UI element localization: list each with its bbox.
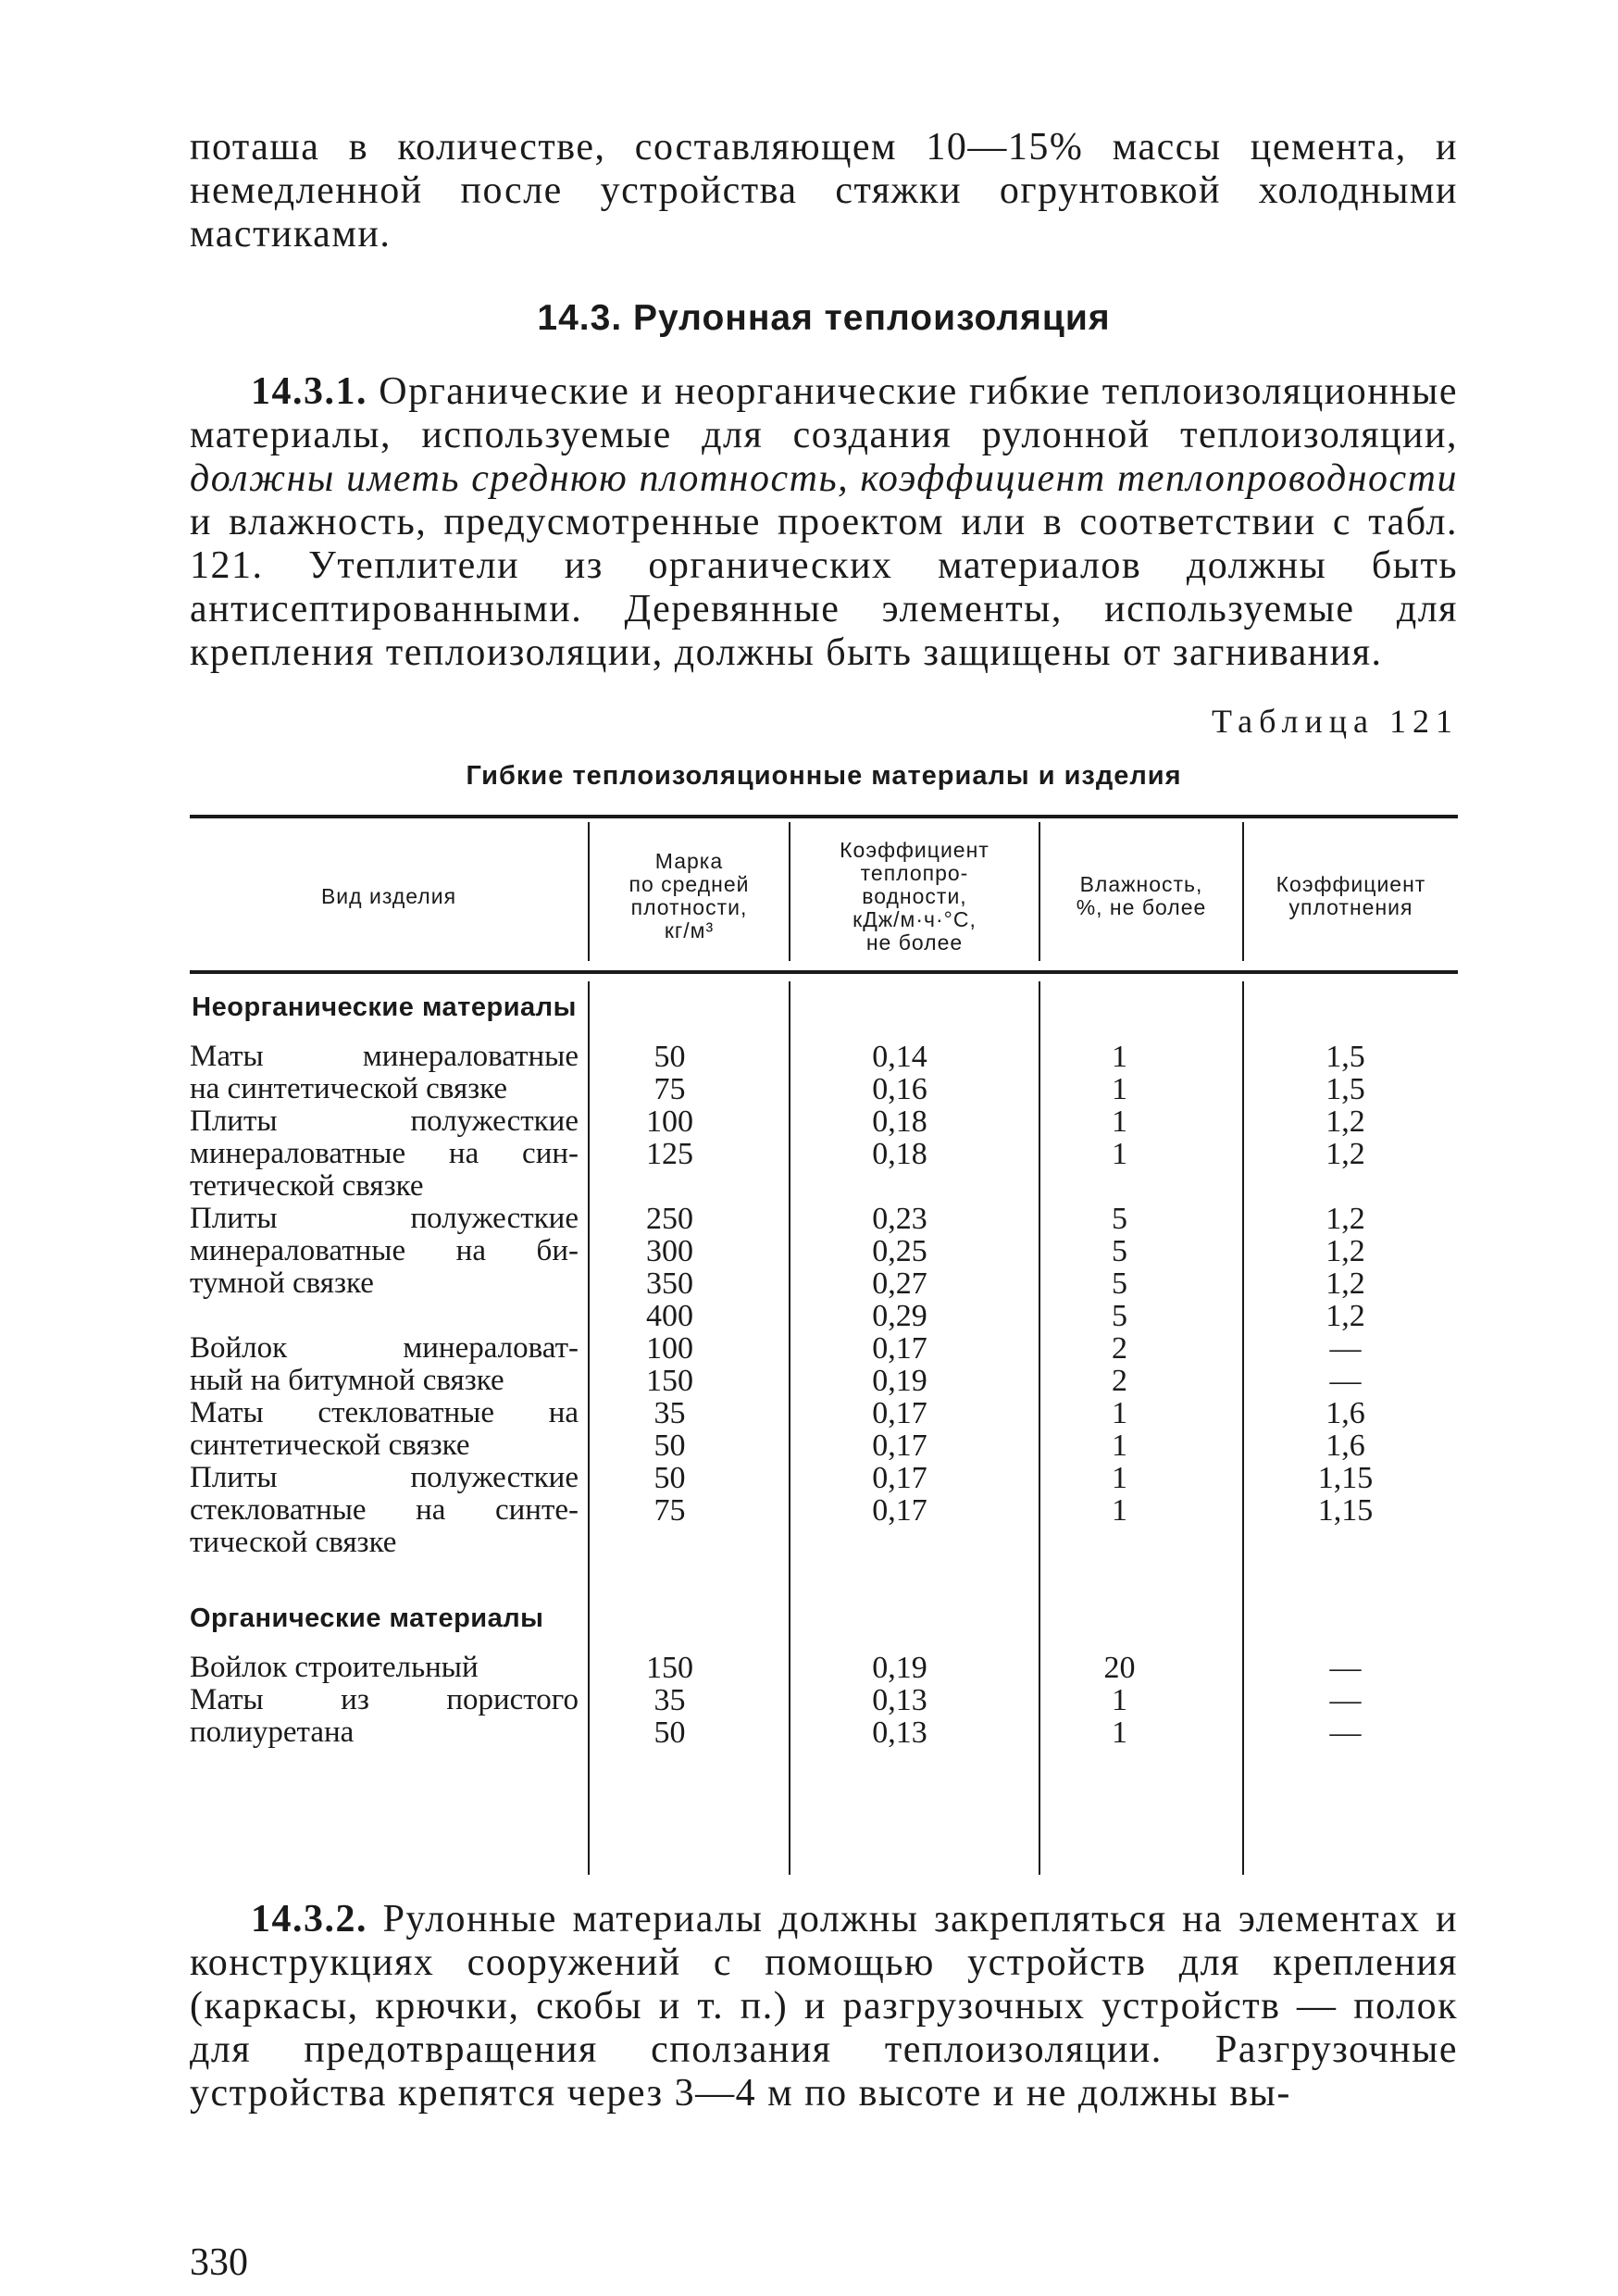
- table-row: [190, 1073, 1458, 1105]
- table-row: [190, 1332, 1458, 1365]
- moisture-cell: 1: [1112, 1137, 1127, 1171]
- table-label: Таблица 121: [1212, 703, 1459, 740]
- table-row: [190, 1652, 1458, 1684]
- density-grade-cell: 150: [646, 1364, 693, 1398]
- product-name-line: Плиты полужесткие: [190, 1202, 579, 1235]
- product-name-line: Плиты полужесткие: [190, 1104, 579, 1138]
- density-grade-cell: 75: [653, 1493, 686, 1528]
- moisture-cell: [1039, 1170, 1242, 1203]
- table-row: [190, 1397, 1458, 1429]
- density-grade-cell: 75: [653, 1072, 686, 1106]
- moisture-cell: 1: [1112, 1461, 1127, 1495]
- conductivity-cell: 0,19: [872, 1651, 927, 1685]
- product-name-line: минераловатные на син-: [190, 1137, 579, 1170]
- conductivity-cell: 0,17: [872, 1429, 927, 1463]
- conductivity-cell: 0,14: [872, 1040, 927, 1074]
- table-row: [190, 1716, 1458, 1749]
- density-grade-cell: 35: [653, 1396, 686, 1430]
- conductivity-cell: 0,18: [872, 1104, 927, 1139]
- moisture-cell: [1039, 1527, 1242, 1559]
- density-grade-cell: 300: [646, 1234, 693, 1268]
- compaction-cell: —: [1329, 1651, 1362, 1685]
- conductivity-cell: 0,17: [872, 1396, 927, 1430]
- density-grade-cell: 35: [653, 1683, 686, 1717]
- product-name-line: стекловатные на синте-: [190, 1493, 579, 1527]
- moisture-cell: 2: [1112, 1364, 1127, 1398]
- product-name-line: Войлок строительный: [190, 1651, 479, 1684]
- section-heading: 14.3. Рулонная теплоизоляция: [537, 298, 1111, 338]
- continued-paragraph-text: поташа в количестве, составляющем 10—15% массы цемента, и немедленной после устройства стяжки огрунтовкой холодными мастиками.: [190, 126, 1458, 256]
- moisture-cell: 5: [1112, 1299, 1127, 1333]
- compaction-cell: —: [1329, 1331, 1362, 1366]
- continued-paragraph: [190, 126, 1458, 256]
- product-name-line: Плиты полужесткие: [190, 1461, 579, 1494]
- density-grade-cell: 350: [646, 1267, 693, 1301]
- table-row: [190, 1267, 1458, 1300]
- moisture-cell: 20: [1103, 1651, 1136, 1685]
- section-heading-row: [190, 1602, 1458, 1635]
- section-heading-cell: Неорганические материалы: [192, 992, 577, 1022]
- moisture-cell: 1: [1112, 1040, 1127, 1074]
- conductivity-cell: 0,17: [872, 1461, 927, 1495]
- moisture-cell: 1: [1112, 1072, 1127, 1106]
- conductivity-cell: 0,13: [872, 1683, 927, 1717]
- paragraph-text: Рулонные материалы должны закрепляться на элементах и конструкциях сооружений с помощью устройств для крепления (каркасы, крючки, скобы и т. п.) и разгрузочных устройств — полок для предотвращения сползания теплоизоляции. Разгрузочные устройства крепятся через 3—4 м по высоте и не должны вы-: [190, 1898, 1458, 2115]
- density-grade-cell: 150: [646, 1651, 693, 1685]
- table-row: [190, 1235, 1458, 1267]
- conductivity-cell: 0,16: [872, 1072, 927, 1106]
- compaction-cell: 1,2: [1326, 1299, 1365, 1333]
- table-row: [190, 1041, 1458, 1073]
- product-name-line: на синтетической связке: [190, 1072, 508, 1105]
- section-heading-cell: Органические материалы: [190, 1603, 544, 1633]
- conductivity-cell: 0,27: [872, 1267, 927, 1301]
- product-name-line: минераловатные на би-: [190, 1234, 579, 1267]
- table-row: [190, 1203, 1458, 1235]
- moisture-cell: 5: [1112, 1234, 1127, 1268]
- header-thermal-conductivity: Коэффициент теплопро- водности, кДж/м·ч·°С, не более: [840, 837, 989, 955]
- density-grade-cell: 125: [646, 1137, 693, 1171]
- paragraph-14-3-2: [190, 1898, 1458, 2115]
- compaction-cell: 1,6: [1326, 1429, 1365, 1463]
- moisture-cell: 5: [1112, 1202, 1127, 1236]
- table-row: [190, 1138, 1458, 1170]
- product-name-line: Маты из пористого: [190, 1683, 579, 1716]
- moisture-cell: 1: [1112, 1104, 1127, 1139]
- paragraph-number: 14.3.2.: [251, 1898, 367, 1940]
- heading-spacer: [190, 1024, 1458, 1041]
- moisture-cell: 1: [1112, 1493, 1127, 1528]
- moisture-cell: 1: [1112, 1683, 1127, 1717]
- table-row: [190, 1494, 1458, 1527]
- paragraph-text-italic: должны иметь среднюю плотность, коэффициент теплопроводности: [190, 457, 1458, 500]
- product-name-line: [190, 1300, 588, 1332]
- paragraph-14-3-1: [190, 370, 1458, 675]
- product-name-line: тумной связке: [190, 1267, 374, 1300]
- density-grade-cell: 400: [646, 1299, 693, 1333]
- compaction-cell: 1,5: [1326, 1040, 1365, 1074]
- conductivity-cell: 0,29: [872, 1299, 927, 1333]
- moisture-cell: 2: [1112, 1331, 1127, 1366]
- product-name-line: Маты стекловатные на: [190, 1396, 579, 1429]
- table-header-rule: [190, 970, 1458, 974]
- density-grade-cell: 250: [646, 1202, 693, 1236]
- conductivity-cell: [789, 1527, 1039, 1559]
- density-grade-cell: [588, 1527, 789, 1559]
- table-row: [190, 1170, 1458, 1203]
- compaction-cell: —: [1329, 1716, 1362, 1750]
- table-row: [190, 1429, 1458, 1462]
- paragraph-text-end: и влажность, предусмотренные проектом или в соответствии с табл. 121. Утеплители из органических материалов должны быть антисептированными. Деревянные элементы, используемые для крепления теплоизоляции, должны быть защищены от загнивания.: [190, 501, 1458, 674]
- table-top-rule: [190, 815, 1458, 818]
- product-name-line: ный на битумной связке: [190, 1364, 504, 1397]
- product-name-line: синтетической связке: [190, 1429, 470, 1462]
- density-grade-cell: 50: [653, 1429, 686, 1463]
- compaction-cell: 1,2: [1326, 1234, 1365, 1268]
- compaction-cell: [1242, 1170, 1458, 1203]
- conductivity-cell: 0,23: [872, 1202, 927, 1236]
- table-row: [190, 1462, 1458, 1494]
- conductivity-cell: 0,13: [872, 1716, 927, 1750]
- conductivity-cell: 0,17: [872, 1493, 927, 1528]
- compaction-cell: 1,2: [1326, 1267, 1365, 1301]
- moisture-cell: 5: [1112, 1267, 1127, 1301]
- compaction-cell: 1,15: [1317, 1493, 1374, 1528]
- table-row: [190, 1365, 1458, 1397]
- density-grade-cell: 50: [653, 1040, 686, 1074]
- table-row: [190, 1300, 1458, 1332]
- compaction-cell: 1,2: [1326, 1202, 1365, 1236]
- compaction-cell: [1242, 1527, 1458, 1559]
- product-name-line: тетической связке: [190, 1169, 424, 1203]
- moisture-cell: 1: [1112, 1716, 1127, 1750]
- moisture-cell: 1: [1112, 1429, 1127, 1463]
- product-name-line: полиуретана: [190, 1716, 355, 1749]
- materials-table: [190, 815, 1458, 1879]
- conductivity-cell: [789, 1170, 1039, 1203]
- heading-spacer: [190, 1635, 1458, 1652]
- compaction-cell: 1,15: [1317, 1461, 1374, 1495]
- table-body: [190, 991, 1458, 1749]
- moisture-cell: 1: [1112, 1396, 1127, 1430]
- conductivity-cell: 0,19: [872, 1364, 927, 1398]
- conductivity-cell: 0,25: [872, 1234, 927, 1268]
- density-grade-cell: 100: [646, 1104, 693, 1139]
- section-heading-row: [190, 991, 1458, 1024]
- compaction-cell: 1,6: [1326, 1396, 1365, 1430]
- density-grade-cell: 100: [646, 1331, 693, 1366]
- table-row: [190, 1684, 1458, 1716]
- conductivity-cell: 0,17: [872, 1331, 927, 1366]
- compaction-cell: 1,2: [1326, 1137, 1365, 1171]
- product-name-line: тической связке: [190, 1526, 397, 1559]
- paragraph-number: 14.3.1.: [251, 370, 367, 413]
- compaction-cell: 1,2: [1326, 1104, 1365, 1139]
- product-name-line: Маты минераловатные: [190, 1040, 579, 1073]
- density-grade-cell: 50: [653, 1461, 686, 1495]
- compaction-cell: 1,5: [1326, 1072, 1365, 1106]
- conductivity-cell: 0,18: [872, 1137, 927, 1171]
- paragraph-text-start: Органические и неорганические гибкие теплоизоляционные материалы, используемые для создания рулонной теплоизоляции,: [190, 370, 1459, 456]
- product-name-line: Войлок минераловат-: [190, 1331, 579, 1365]
- table-row: [190, 1527, 1458, 1559]
- table-title: Гибкие теплоизоляционные материалы и изделия: [466, 761, 1182, 791]
- table-row: [190, 1105, 1458, 1138]
- header-compaction: Коэффициент уплотнения: [1276, 872, 1426, 919]
- section-spacer: [190, 1559, 1458, 1602]
- density-grade-cell: 50: [653, 1716, 686, 1750]
- density-grade-cell: [588, 1170, 789, 1203]
- compaction-cell: —: [1329, 1683, 1362, 1717]
- header-density-grade: Марка по средней плотности, кг/м³: [629, 849, 750, 942]
- header-moisture: Влажность, %, не более: [1076, 872, 1207, 919]
- header-product-type: Вид изделия: [320, 883, 457, 908]
- page-number: 330: [190, 2241, 248, 2284]
- compaction-cell: —: [1329, 1364, 1362, 1398]
